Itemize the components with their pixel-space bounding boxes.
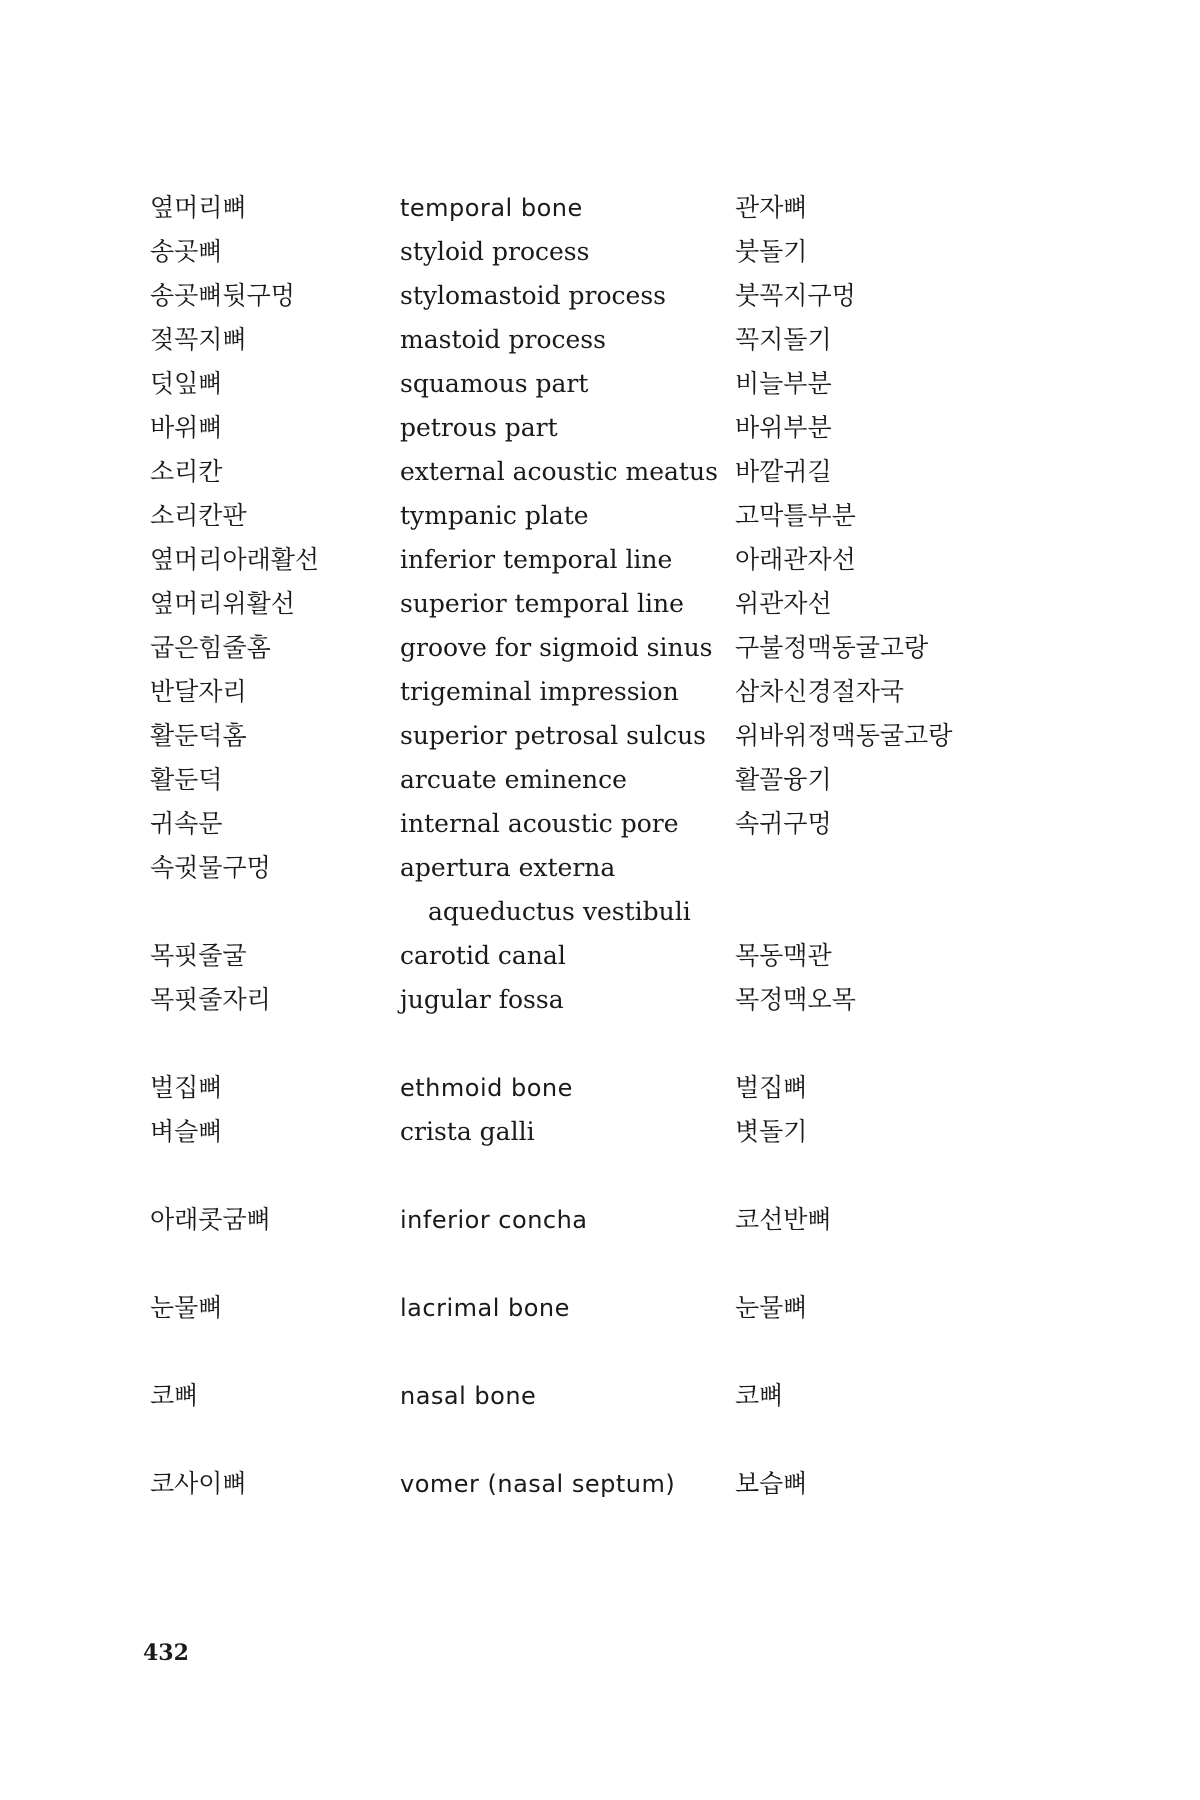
korean-term: 목핏줄자리 bbox=[150, 985, 271, 1014]
english-term: nasal bone bbox=[400, 1382, 537, 1410]
korean-term: 바위뼈 bbox=[150, 413, 223, 442]
english-term: lacrimal bone bbox=[400, 1294, 570, 1322]
glossary-row bbox=[0, 716, 1200, 756]
glossary-row bbox=[0, 1068, 1200, 1108]
english-term: crista galli bbox=[400, 1117, 535, 1146]
korean-alt-term: 목정맥오목 bbox=[735, 985, 856, 1014]
glossary-row bbox=[0, 320, 1200, 360]
korean-term: 아래콧굼뼈 bbox=[150, 1205, 271, 1234]
korean-term: 벌집뼈 bbox=[150, 1073, 223, 1102]
korean-alt-term: 볏돌기 bbox=[735, 1117, 808, 1146]
english-term: external acoustic meatus bbox=[400, 457, 718, 486]
glossary-row bbox=[0, 408, 1200, 448]
korean-alt-term: 활꼴융기 bbox=[735, 765, 832, 794]
english-term: aqueductus vestibuli bbox=[428, 897, 691, 926]
korean-term: 굽은힘줄홈 bbox=[150, 633, 271, 662]
korean-alt-term: 붓돌기 bbox=[735, 237, 808, 266]
korean-term: 코뼈 bbox=[150, 1381, 199, 1410]
korean-term: 옆머리아래활선 bbox=[150, 545, 320, 574]
english-term: jugular fossa bbox=[400, 985, 564, 1014]
korean-term: 소리칸 bbox=[150, 457, 223, 486]
english-term: internal acoustic pore bbox=[400, 809, 679, 838]
korean-alt-term: 구불정맥동굴고랑 bbox=[735, 633, 929, 662]
english-term: temporal bone bbox=[400, 194, 583, 222]
glossary-row bbox=[0, 452, 1200, 492]
korean-alt-term: 위바위정맥동굴고랑 bbox=[735, 721, 953, 750]
korean-term: 귀속문 bbox=[150, 809, 223, 838]
glossary-row bbox=[0, 760, 1200, 800]
korean-alt-term: 코뼈 bbox=[735, 1381, 784, 1410]
korean-term: 옆머리뼈 bbox=[150, 193, 247, 222]
glossary-row bbox=[0, 936, 1200, 976]
english-term: inferior concha bbox=[400, 1206, 588, 1234]
korean-alt-term: 바깥귀길 bbox=[735, 457, 832, 486]
korean-term: 덧잎뼈 bbox=[150, 369, 223, 398]
korean-term: 젖꼭지뼈 bbox=[150, 325, 247, 354]
glossary-row bbox=[0, 672, 1200, 712]
korean-term: 송곳뼈뒷구멍 bbox=[150, 281, 295, 310]
korean-term: 송곳뼈 bbox=[150, 237, 223, 266]
korean-alt-term: 고막틀부분 bbox=[735, 501, 856, 530]
glossary-row bbox=[0, 1464, 1200, 1504]
glossary-row bbox=[0, 1200, 1200, 1240]
english-term: squamous part bbox=[400, 369, 589, 398]
glossary-row bbox=[0, 804, 1200, 844]
korean-term: 활둔덕 bbox=[150, 765, 223, 794]
korean-alt-term: 바위부분 bbox=[735, 413, 832, 442]
english-term: inferior temporal line bbox=[400, 545, 673, 574]
korean-term: 목핏줄굴 bbox=[150, 941, 247, 970]
korean-term: 눈물뼈 bbox=[150, 1293, 223, 1322]
glossary-row bbox=[0, 364, 1200, 404]
korean-alt-term: 위관자선 bbox=[735, 589, 832, 618]
korean-term: 벼슬뼈 bbox=[150, 1117, 223, 1146]
english-term: stylomastoid process bbox=[400, 281, 666, 310]
korean-term: 옆머리위활선 bbox=[150, 589, 295, 618]
glossary-row bbox=[0, 1112, 1200, 1152]
korean-term: 속귓물구멍 bbox=[150, 853, 271, 882]
page-number: 432 bbox=[143, 1640, 189, 1666]
english-term: mastoid process bbox=[400, 325, 606, 354]
english-term: styloid process bbox=[400, 237, 590, 266]
korean-alt-term: 속귀구멍 bbox=[735, 809, 832, 838]
english-term: superior petrosal sulcus bbox=[400, 721, 707, 750]
english-term: petrous part bbox=[400, 413, 558, 442]
korean-alt-term: 삼차신경절자국 bbox=[735, 677, 905, 706]
glossary-row bbox=[0, 1376, 1200, 1416]
korean-alt-term: 붓꼭지구멍 bbox=[735, 281, 856, 310]
english-term: vomer (nasal septum) bbox=[400, 1470, 676, 1498]
english-term: carotid canal bbox=[400, 941, 566, 970]
english-term: superior temporal line bbox=[400, 589, 684, 618]
english-term: tympanic plate bbox=[400, 501, 589, 530]
english-term: groove for sigmoid sinus bbox=[400, 633, 713, 662]
korean-alt-term: 눈물뼈 bbox=[735, 1293, 808, 1322]
glossary-row bbox=[0, 1288, 1200, 1328]
glossary-row bbox=[0, 540, 1200, 580]
glossary-row bbox=[0, 584, 1200, 624]
korean-alt-term: 아래관자선 bbox=[735, 545, 856, 574]
glossary-row bbox=[0, 188, 1200, 228]
korean-term: 반달자리 bbox=[150, 677, 247, 706]
korean-term: 활둔덕홈 bbox=[150, 721, 247, 750]
korean-alt-term: 관자뼈 bbox=[735, 193, 808, 222]
korean-alt-term: 벌집뼈 bbox=[735, 1073, 808, 1102]
glossary-row bbox=[0, 276, 1200, 316]
english-term: arcuate eminence bbox=[400, 765, 627, 794]
english-term: trigeminal impression bbox=[400, 677, 679, 706]
korean-alt-term: 목동맥관 bbox=[735, 941, 832, 970]
glossary-row bbox=[0, 628, 1200, 668]
korean-alt-term: 보습뼈 bbox=[735, 1469, 808, 1498]
glossary-row bbox=[0, 496, 1200, 536]
korean-term: 코사이뼈 bbox=[150, 1469, 247, 1498]
glossary-row bbox=[0, 848, 1200, 888]
english-term: apertura externa bbox=[400, 853, 616, 882]
korean-alt-term: 코선반뼈 bbox=[735, 1205, 832, 1234]
glossary-row bbox=[0, 892, 1200, 932]
english-term: ethmoid bone bbox=[400, 1074, 573, 1102]
korean-alt-term: 꼭지돌기 bbox=[735, 325, 832, 354]
glossary-row bbox=[0, 980, 1200, 1020]
korean-alt-term: 비늘부분 bbox=[735, 369, 832, 398]
korean-term: 소리칸판 bbox=[150, 501, 247, 530]
glossary-row bbox=[0, 232, 1200, 272]
